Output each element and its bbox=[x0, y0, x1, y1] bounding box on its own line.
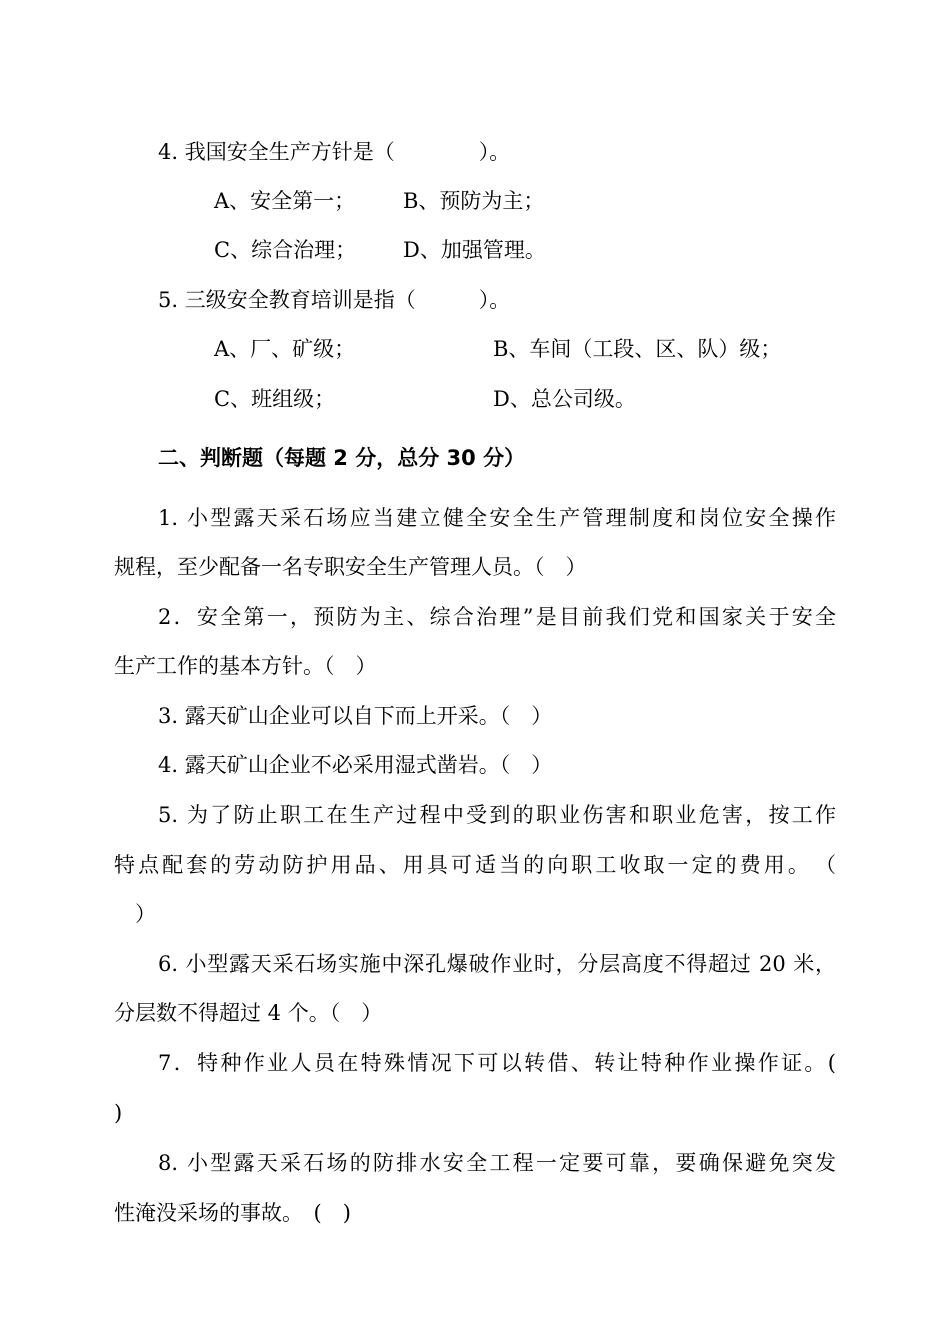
judge-item-6-line-1: 6. 小型露天采石场实施中深孔爆破作业时，分层高度不得超过 20 米， bbox=[158, 952, 836, 976]
q5-option-b: B、车间（工段、区、队）级； bbox=[493, 337, 782, 361]
q4-option-a: A、安全第一； bbox=[214, 189, 356, 213]
judge-item-5-line-2: 特点配套的劳动防护用品、用具可适当的向职工收取一定的费用。 （ bbox=[114, 853, 836, 877]
q4-option-d: D、加强管理。 bbox=[403, 238, 546, 262]
judge-item-5-line-3: ） bbox=[114, 902, 156, 926]
q4-option-b: B、预防为主； bbox=[403, 189, 545, 213]
q4-option-c: C、综合治理； bbox=[214, 238, 357, 262]
judge-item-1-line-2: 规程，至少配备一名专职安全生产管理人员。（ ） bbox=[114, 555, 587, 579]
q5-option-c: C、班组级； bbox=[214, 387, 336, 411]
judge-item-6-line-2: 分层数不得超过 4 个。（ ） bbox=[114, 1001, 383, 1025]
judge-item-3: 3. 露天矿山企业可以自下而上开采。（ ） bbox=[158, 704, 553, 728]
section-heading: 二、判断题（每题 2 分，总分 30 分） bbox=[158, 446, 526, 470]
q4-stem: 4. 我国安全生产方针是（ ）。 bbox=[158, 140, 511, 164]
judge-item-8-line-2: 性淹没采场的事故。 ( ) bbox=[114, 1201, 351, 1225]
judge-item-8-line-1: 8. 小型露天采石场的防排水安全工程一定要可靠，要确保避免突发 bbox=[158, 1151, 836, 1175]
q5-stem: 5. 三级安全教育培训是指（ ）。 bbox=[158, 288, 511, 312]
q5-option-d: D、总公司级。 bbox=[493, 387, 636, 411]
judge-item-2-line-2: 生产工作的基本方针。（ ） bbox=[114, 654, 377, 678]
judge-item-4: 4. 露天矿山企业不必采用湿式凿岩。（ ） bbox=[158, 753, 553, 777]
judge-item-2-line-1: 2．安全第一，预防为主、综合治理”是目前我们党和国家关于安全 bbox=[158, 605, 836, 629]
judge-item-7-line-1: 7．特种作业人员在特殊情况下可以转借、转让特种作业操作证。( bbox=[158, 1051, 836, 1075]
judge-item-5-line-1: 5. 为了防止职工在生产过程中受到的职业伤害和职业危害，按工作 bbox=[158, 803, 836, 827]
judge-item-7-line-2: ) bbox=[114, 1101, 123, 1125]
judge-item-1-line-1: 1. 小型露天采石场应当建立健全安全生产管理制度和岗位安全操作 bbox=[158, 506, 836, 530]
q5-option-a: A、厂、矿级； bbox=[214, 337, 356, 361]
